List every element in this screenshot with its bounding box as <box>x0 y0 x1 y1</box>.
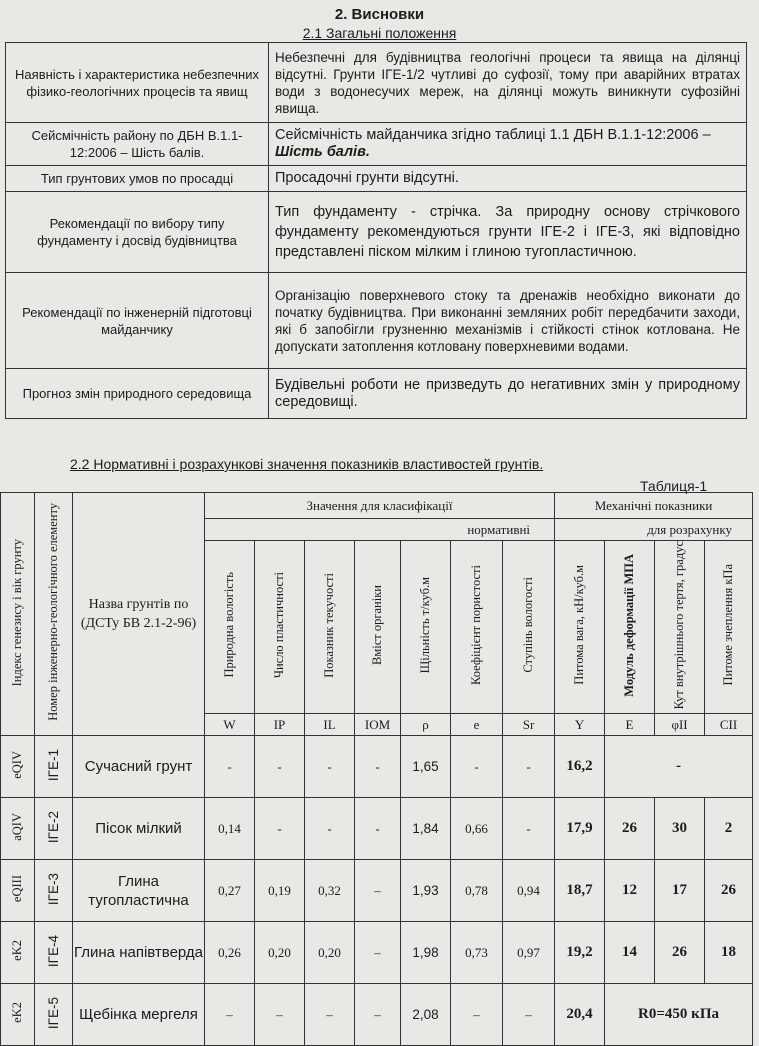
col-symbol: IP <box>255 714 305 736</box>
cell-value: 26 <box>705 860 753 922</box>
cell-value: 2,08 <box>401 984 451 1046</box>
cell-ige: ІГЕ-3 <box>35 860 73 922</box>
cell-value: 30 <box>655 798 705 860</box>
cell-value: – <box>451 984 503 1046</box>
cell-value: - <box>305 798 355 860</box>
header-name: Назва грунтів по (ДСТу БВ 2.1-2-96) <box>73 493 205 736</box>
cell-value: – <box>255 984 305 1046</box>
col-symbol: Y <box>555 714 605 736</box>
col-symbol: φII <box>655 714 705 736</box>
cell-value: 1,98 <box>401 922 451 984</box>
general-key: Тип грунтових умов по просадці <box>6 166 269 192</box>
col-header: Щільність т/куб.м <box>401 541 451 714</box>
header-index: Індекс генезису і вік грунту <box>1 493 35 736</box>
general-value: Будівельні роботи не призведуть до негативних змін у природному середовищі. <box>269 369 747 419</box>
cell-value: 0,20 <box>305 922 355 984</box>
general-key: Наявність і характеристика небезпечних фізико-геологічних процесів та явищ <box>6 43 269 123</box>
table-row <box>1 736 753 798</box>
general-value: Тип фундаменту - стрічка. За природну основу стрічкового фундаменту рекомендуються грунти ІГЕ-2 і ІГЕ-3, які відповідно представлені піском мілким і глиною тугопластичною. <box>269 192 747 273</box>
cell-value: 0,32 <box>305 860 355 922</box>
cell-name: Щебінка мергеля <box>73 984 205 1046</box>
table-row <box>6 369 747 419</box>
cell-value: 0,66 <box>451 798 503 860</box>
col-header: Показник текучості <box>305 541 355 714</box>
col-header: Число пластичності <box>255 541 305 714</box>
header-normative: нормативні <box>205 519 555 541</box>
cell-value: - <box>255 736 305 798</box>
col-header: Питоме зчеплення кПа <box>705 541 753 714</box>
cell-value: 16,2 <box>555 736 605 798</box>
cell-value: 19,2 <box>555 922 605 984</box>
general-key: Сейсмічність району по ДБН В.1.1-12:2006 – Шість балів. <box>6 123 269 166</box>
cell-value: 0,26 <box>205 922 255 984</box>
cell-ige: ІГЕ-5 <box>35 984 73 1046</box>
col-symbol: e <box>451 714 503 736</box>
general-provisions-table <box>5 42 747 419</box>
cell-index: eK2 <box>1 922 35 984</box>
soil-properties-table <box>0 492 753 1046</box>
cell-value: – <box>305 984 355 1046</box>
cell-index: eK2 <box>1 984 35 1046</box>
col-symbol: W <box>205 714 255 736</box>
cell-value: 17 <box>655 860 705 922</box>
table-row <box>1 860 753 922</box>
cell-value: – <box>355 984 401 1046</box>
cell-value: 0,73 <box>451 922 503 984</box>
cell-value: - <box>355 798 401 860</box>
table-row <box>1 984 753 1046</box>
general-value: Небезпечні для будівництва геологічні процеси та явища на ділянці відсутні. Грунти ІГЕ-1/2 чутливі до суфозії, тому при аварійних втратах води з водонесучих мереж, на ділянці можуть виникнути суфозійні явища. <box>269 43 747 123</box>
seismic-value: Шість балів. <box>275 144 370 160</box>
table-row <box>1 922 753 984</box>
cell-value: – <box>205 984 255 1046</box>
col-header: Коефіцієнт пористості <box>451 541 503 714</box>
col-header: Вміст органіки <box>355 541 401 714</box>
cell-value: - <box>503 798 555 860</box>
table-row <box>6 192 747 273</box>
cell-index: eQIII <box>1 860 35 922</box>
cell-value: 17,9 <box>555 798 605 860</box>
col-symbol: IL <box>305 714 355 736</box>
cell-mechanical-merged: - <box>605 736 753 798</box>
cell-value: 0,94 <box>503 860 555 922</box>
table-row <box>6 273 747 369</box>
seismic-text: Сейсмічність майданчика згідно таблиці 1.1 ДБН В.1.1-12:2006 – <box>275 127 711 143</box>
col-symbol: Sr <box>503 714 555 736</box>
cell-value: - <box>205 736 255 798</box>
general-value: Просадочні грунти відсутні. <box>269 166 747 192</box>
cell-value: 26 <box>655 922 705 984</box>
cell-name: Сучасний грунт <box>73 736 205 798</box>
header-mechanical: Механічні показники <box>555 493 753 519</box>
header-classification: Значення для класифікації <box>205 493 555 519</box>
general-value: Організацію поверхневого стоку та дренажів необхідно виконати до початку будівництва. При виконанні земляних робіт передбачити заходи, які б запобігли грузненню механізмів і стійкості стінок котлована. Не допускати затоплення котловану поверхневими водами. <box>269 273 747 369</box>
cell-value: 18 <box>705 922 753 984</box>
table-row <box>1 493 753 519</box>
col-header: Кут внутрішнього тертя, градус <box>655 541 705 714</box>
subsection-title-properties: 2.2 Нормативні і розрахункові значення показників властивостей грунтів. <box>70 456 544 472</box>
table-label: Таблиця-1 <box>640 478 708 494</box>
cell-value: 1,84 <box>401 798 451 860</box>
cell-value: 1,65 <box>401 736 451 798</box>
col-symbol: ρ <box>401 714 451 736</box>
cell-ige: ІГЕ-4 <box>35 922 73 984</box>
cell-value: 2 <box>705 798 753 860</box>
cell-value: 0,14 <box>205 798 255 860</box>
cell-value: 0,20 <box>255 922 305 984</box>
section-title: 2. Висновки <box>334 6 425 23</box>
general-value <box>269 123 747 166</box>
cell-name: Глина напівтверда <box>73 922 205 984</box>
cell-name: Пісок мілкий <box>73 798 205 860</box>
cell-value: 0,27 <box>205 860 255 922</box>
cell-value: 0,78 <box>451 860 503 922</box>
cell-value: – <box>355 922 401 984</box>
cell-value: - <box>451 736 503 798</box>
cell-value: 0,97 <box>503 922 555 984</box>
cell-value: 0,19 <box>255 860 305 922</box>
header-number: Номер інженерно-геологічного елементу <box>35 493 73 736</box>
cell-value: 20,4 <box>555 984 605 1046</box>
general-key: Рекомендації по інженерній підготовці майданчику <box>6 273 269 369</box>
col-symbol: CII <box>705 714 753 736</box>
cell-index: eQIV <box>1 736 35 798</box>
subsection-title-general: 2.1 Загальні положення <box>302 25 457 41</box>
table-row <box>1 798 753 860</box>
cell-value: 1,93 <box>401 860 451 922</box>
col-header: Ступінь вологості <box>503 541 555 714</box>
general-key: Прогноз змін природного середовища <box>6 369 269 419</box>
cell-value: - <box>355 736 401 798</box>
cell-value: - <box>255 798 305 860</box>
col-header: Питома вага, кН/куб.м <box>555 541 605 714</box>
cell-ige: ІГЕ-2 <box>35 798 73 860</box>
cell-value: 14 <box>605 922 655 984</box>
cell-value: 12 <box>605 860 655 922</box>
cell-value: – <box>503 984 555 1046</box>
cell-value: – <box>355 860 401 922</box>
cell-ige: ІГЕ-1 <box>35 736 73 798</box>
general-key: Рекомендації по вибору типу фундаменту і досвід будівництва <box>6 192 269 273</box>
table-row <box>6 123 747 166</box>
cell-mechanical-merged: R0=450 кПа <box>605 984 753 1046</box>
table-row <box>6 43 747 123</box>
header-calculation: для розрахунку <box>555 519 753 541</box>
col-header: Природна вологість <box>205 541 255 714</box>
cell-value: - <box>305 736 355 798</box>
col-header: Модуль деформації МПА <box>605 541 655 714</box>
cell-value: - <box>503 736 555 798</box>
table-row <box>6 166 747 192</box>
col-symbol: E <box>605 714 655 736</box>
cell-value: 26 <box>605 798 655 860</box>
cell-index: aQIV <box>1 798 35 860</box>
col-symbol: IOM <box>355 714 401 736</box>
cell-name: Глина тугопластична <box>73 860 205 922</box>
cell-value: 18,7 <box>555 860 605 922</box>
